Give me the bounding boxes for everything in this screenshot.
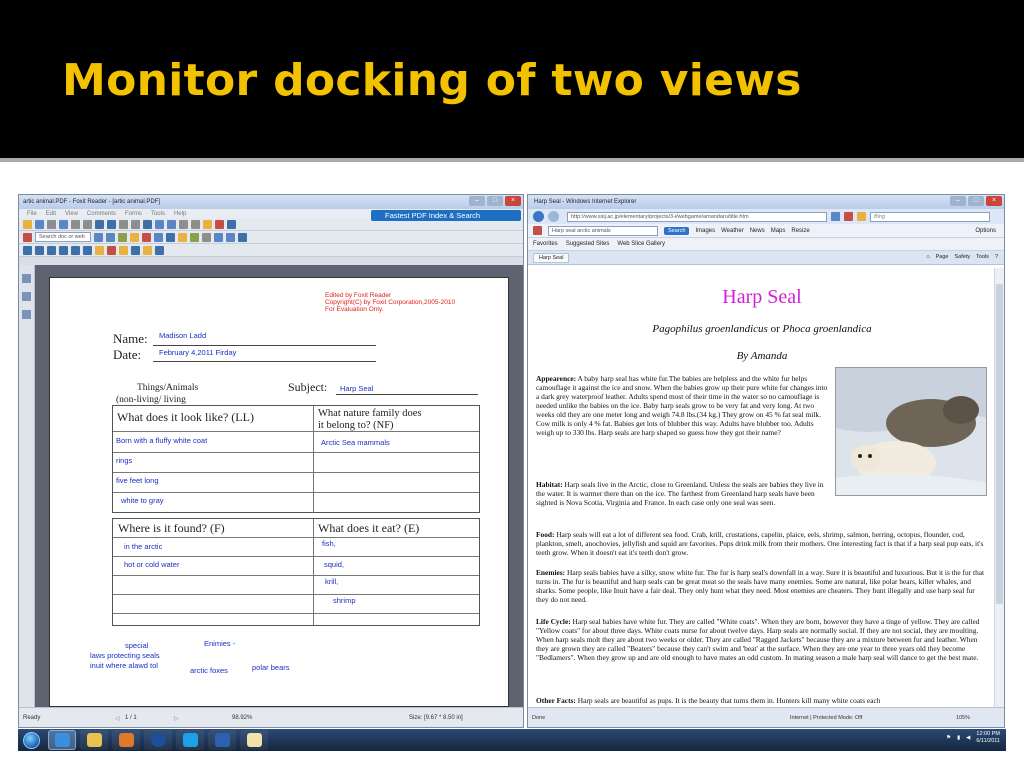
ie-tab-bar [528,251,1004,265]
clock[interactable] [976,731,1000,745]
section-heading: Appearence: [536,374,577,383]
look-family-table [112,405,480,513]
suggested-sites-link[interactable]: Suggested Sites [565,241,610,247]
prev-page-icon[interactable] [106,233,115,242]
pencil-tool-icon[interactable] [95,246,104,255]
section-habitat [536,480,828,507]
home-icon[interactable]: ⌂ [926,254,930,260]
found-eat-table [112,518,480,626]
options-button[interactable]: Options [975,227,996,234]
table-divider [313,519,314,625]
stop-icon[interactable] [844,212,853,221]
bing-link-resize[interactable]: Resize [791,227,810,234]
layers-icon[interactable] [154,233,163,242]
date-label: Date: [113,347,142,362]
ie-address-row [528,209,1004,224]
subject-label: Subject: [288,380,328,394]
name-underline [153,345,376,346]
foxit-watermark [325,292,455,313]
table-row-line [113,537,479,538]
taskbar-skype[interactable] [176,730,204,750]
page-size: Size: [9.67 * 8.50 in] [409,715,463,721]
attachment-icon[interactable] [142,233,151,242]
bing-query[interactable]: Harp seal arctic animals [548,226,658,236]
stamp-icon[interactable] [190,233,199,242]
eat-answer: shrimp [333,596,356,605]
foxit-toolbar-3 [19,244,523,257]
watermark-line: Copyright(C) by Foxit Corporation,2005-2010 [325,299,456,306]
note-enemies: Enimies - [204,639,236,648]
section-food [536,530,988,557]
layers-panel-icon[interactable] [22,310,31,319]
section-text: Harp seal babies have white fur. They are called "White coats". When they are born, however they have a tinge of yellow. They are called "Yellow coats" for about three days. White coats nurse for about twelve days. Harp seals are normally social. If they are not social, they are moulting. When harp seals molt they are about two weeks or older. They are called "Ragged Jackets" because they are a mixture between fur and leather. When they are grown they are called "Beaters" because they can't swim and 'beat' at the surface. When they are one year to three years old they become "Bedlamers". When they grow up and are old enough to have mates an odd custom. In mating season a male harp seal will dance to get the best mate. [536,617,980,662]
section-appearance [536,374,828,437]
eat-answer: squid, [324,560,345,569]
snapshot-icon[interactable] [227,220,236,229]
highlight-tool-icon[interactable] [119,246,128,255]
security-zone[interactable]: Internet | Protected Mode: Off [790,715,863,721]
fit-width-icon[interactable] [167,220,176,229]
foxit-window-controls [469,196,521,206]
family-question: What nature family does [318,408,422,419]
family-question-2: it belong to? (NF) [318,420,394,431]
paint-icon [247,733,262,747]
ie-icon [55,733,70,747]
page-view-icon[interactable] [202,233,211,242]
line-tool-icon[interactable] [47,246,56,255]
copy-icon[interactable] [95,220,104,229]
bing-link-weather[interactable]: Weather [721,227,744,234]
found-question: Where is it found? (F) [118,521,225,535]
zoom-out-icon[interactable] [179,220,188,229]
menu-item-forms[interactable]: Forms [124,210,142,217]
section-life-cycle [536,617,988,662]
select-text-icon[interactable] [215,220,224,229]
foxit-toolbar-2 [19,231,523,244]
look-question: What does it look like? (LL) [117,410,254,424]
pdf-page [49,277,509,707]
paste-icon[interactable] [107,220,116,229]
skype-icon [183,733,198,747]
menu-item-comments[interactable]: Comments [86,210,116,217]
page-menu[interactable]: Page [935,254,949,260]
title-divider [0,158,1024,162]
bing-search-input[interactable]: Bing [870,212,990,222]
explorer-icon [87,733,102,747]
menu-item-file[interactable]: File [27,210,37,217]
foxit-side-panel [19,265,35,709]
eraser-tool-icon[interactable] [107,246,116,255]
zoom-icon[interactable] [143,220,152,229]
eat-answer: fish, [322,539,336,548]
harp-seal-image [836,368,987,496]
ie-window-controls [950,196,1002,206]
flag-icon[interactable]: ⚑ [946,735,952,741]
date-underline [153,361,376,362]
hp-icon [151,733,166,747]
maximize-button[interactable]: □ [487,196,503,206]
taskbar-word[interactable] [208,730,236,750]
table-row-line [113,492,479,493]
section-heading: Habitat: [536,480,563,489]
ie-scrollbar[interactable] [994,268,1004,709]
watermark-line: For Evaluation Only. [325,306,384,313]
help-icon[interactable]: ? [994,254,998,260]
continuous-icon[interactable] [226,233,235,242]
ie-command-bar [926,254,998,260]
subject-underline [336,394,478,395]
section-text: A baby harp seal has white fur.The babies are helpless and the white fur helps camouflage it against the ice and snow. When the babies grow up their pure white fur changes into a dark grey waterproof leather. Adults spend most of their time in the water so no camouflage is needed unlike the babies on the ice. Baby harp seals grow to be very fat and very long. At two weeks old they are one meter long and weigh 74.8 lbs.(34 kg.) They grow on 45 % fat seal milk. Cow milk is only 4 % fat. Babies get lots of blubber this way. Adults have blubber too. Adults weigh up to 330 lbs. Harp seals are harp shaped so guess how they got their name? [536,374,828,437]
textbox-tool-icon[interactable] [131,246,140,255]
taskbar-paint[interactable] [240,730,268,750]
scientific-name-1: Pagophilus groenlandicus [652,323,768,335]
section-heading: Other Facts: [536,696,576,705]
page-title: Harp Seal [722,286,802,308]
ie-statusbar [528,707,1004,727]
ie-zoom-level[interactable]: 105% [956,715,971,721]
next-page-button[interactable]: ▷ [174,716,179,722]
page-indicator[interactable]: 1 / 1 [125,715,137,721]
menu-item-tools[interactable]: Tools [150,210,165,217]
section-enemies [536,568,988,604]
foxit-search-input[interactable]: Search doc or web [35,232,91,242]
clock-time: 12:00 PM [976,731,1000,737]
taskbar-ie[interactable] [48,730,76,750]
foxit-reader-window[interactable] [18,194,524,728]
foxit-statusbar [19,707,523,727]
zoom-level[interactable]: 98.92% [232,715,253,721]
table-row-line [113,431,479,432]
taskbar-media-player[interactable] [112,730,140,750]
bookmarks-panel-icon[interactable] [22,292,31,301]
safety-menu[interactable]: Safety [954,254,971,260]
forward-icon[interactable] [83,220,92,229]
note-icon[interactable] [178,233,187,242]
harp-seal-photo [835,367,987,496]
watermark-line: Edited by Foxit Reader [325,292,392,299]
foxit-window-title: artic animal.PDF - Foxit Reader - [artic animal.PDF] [23,199,161,205]
favorites-button[interactable]: Favorites [533,241,558,247]
oval-tool-icon[interactable] [71,246,80,255]
bing-icon [533,226,542,235]
table-row-line [113,452,479,453]
zoom-in-icon[interactable] [191,220,200,229]
refresh-icon[interactable] [831,212,840,221]
things-label: Things/Animals [137,383,199,393]
section-heading: Enemies: [536,568,566,577]
web-slice-link[interactable]: Web Slice Gallery [617,241,665,247]
look-answer: white to gray [121,496,164,505]
scrollbar-thumb[interactable] [996,284,1003,604]
status-ready: Ready [23,715,41,721]
back-icon[interactable] [71,220,80,229]
ie-titlebar[interactable] [528,195,1004,209]
minimize-button[interactable]: – [950,196,966,206]
ie-window-title: Harp Seal - Windows Internet Explorer [534,199,637,205]
thumbnail-icon[interactable] [166,233,175,242]
bing-search-button[interactable]: Search [664,227,689,235]
note-laws: laws protecting seals [90,651,160,660]
back-button[interactable] [533,211,544,222]
look-answer: rings [116,456,133,465]
email-icon[interactable] [59,220,68,229]
title-bar [0,0,1024,158]
bing-link-images[interactable]: Images [695,227,716,234]
first-page-icon[interactable] [94,233,103,242]
bookmark-icon[interactable] [130,233,139,242]
arrow-tool-icon[interactable] [35,246,44,255]
eat-answer: krill, [325,577,339,586]
table-row-line [113,594,479,595]
open-icon[interactable] [23,220,32,229]
forward-button[interactable] [548,211,559,222]
date-value: February 4,2011 Firday [159,348,237,357]
address-bar[interactable]: http://www.ssij.ac.jp/elementary/projects/3-i/webgame/amandaru/title.htm [567,212,827,222]
foxit-logo-icon [23,233,32,242]
text-viewer-icon[interactable] [238,233,247,242]
favorites-bar [528,238,1004,251]
table-row-line [113,613,479,614]
table-row-line [113,472,479,473]
subject-value: Harp Seal [340,384,374,393]
tab-harp-seal[interactable]: Harp Seal [533,253,569,263]
bing-link-maps[interactable]: Maps [770,227,786,234]
hand-tool-icon[interactable] [203,220,212,229]
taskbar-explorer[interactable] [80,730,108,750]
bing-logo-icon [857,212,866,221]
name-label: Name: [113,331,148,346]
webpage-content[interactable] [528,268,996,709]
windows-taskbar [18,729,1006,751]
windows-logo-icon [23,732,40,749]
word-icon [215,733,230,747]
bing-link-news[interactable]: News [749,227,765,234]
author: By Amanda [736,350,788,362]
family-answer: Arctic Sea mammals [321,438,390,447]
close-button[interactable]: × [986,196,1002,206]
volume-icon[interactable]: ◀ [966,735,971,741]
fit-page-icon[interactable] [155,220,164,229]
eat-question: What does it eat? (E) [318,521,420,535]
scientific-name-2: Phoca groenlandica [782,323,872,335]
minimize-button[interactable]: – [469,196,485,206]
system-tray [946,731,1000,745]
note-inuit: inuit where alawd tol [90,661,158,670]
look-answer: five feet long [116,476,159,485]
save-icon[interactable] [35,220,44,229]
rotate-icon[interactable] [118,233,127,242]
name-value: Madison Ladd [159,331,207,340]
note-special: special [125,641,149,650]
section-text: Harp seals will eat a lot of different sea food. Crab, krill, crustations, capelin, plaice, eels, shrimp, salmon, herring, octopus, flounder, cod, plankton, smelt, anochovies, jellyfish and squid are favorites. Pups drink milk from their mothers. One interesting fact is that if a harp seal pup eats, it's teeth grow. When it doesn't eat it's teeth don't grow. [536,530,984,557]
found-answer: in the arctic [124,542,163,551]
section-text: Harp seals live in the Arctic, close to Greenland. Unless the seals are babies they live in the water. It is warmer there than on the ice. The farthest from Greenland harp seals have been sighted is Nova Scotia, Virginia and France. In each case only one seal was seen. [536,480,824,507]
table-row-line [113,575,479,576]
section-heading: Life Cycle: [536,617,571,626]
rectangle-tool-icon[interactable] [59,246,68,255]
section-other-facts [536,696,988,705]
tools-menu[interactable]: Tools [976,254,989,260]
look-answer: Born with a fluffy white coat [116,436,208,445]
redo-icon[interactable] [131,220,140,229]
or-text: or [767,323,783,335]
table-row-line [113,556,479,557]
polygon-tool-icon[interactable] [83,246,92,255]
status-done: Done [532,715,546,721]
ellipse-tool-icon[interactable] [23,246,32,255]
slide-title: Monitor docking of two views [62,55,802,106]
ie-window[interactable] [527,194,1005,728]
media-player-icon [119,733,134,747]
section-text: Harp seals are beautiful as pups. It is the beauty that turns them in. Hunters kill many white coats each [575,696,881,705]
bing-toolbar [528,224,1004,238]
foxit-titlebar[interactable] [19,195,523,209]
maximize-button[interactable]: □ [968,196,984,206]
foxit-search-banner[interactable]: Fastest PDF Index & Search [371,210,521,221]
pages-panel-icon[interactable] [22,274,31,283]
nonliving-label: (non-living/ living [116,395,186,405]
menu-item-edit[interactable]: Edit [45,210,57,217]
network-icon[interactable]: ▮ [957,735,961,741]
scientific-name [528,323,996,335]
menu-item-view[interactable]: View [65,210,78,217]
first-page-button[interactable]: ◁ [115,716,120,722]
table-divider [313,406,314,512]
section-heading: Food: [536,530,555,539]
two-page-icon[interactable] [214,233,223,242]
typewriter-icon[interactable] [155,246,164,255]
close-button[interactable]: × [505,196,521,206]
found-answer: hot or cold water [124,560,180,569]
foxit-document-area[interactable] [35,265,524,709]
menu-item-help[interactable]: Help [173,210,187,217]
print-icon[interactable] [47,220,56,229]
clock-date: 6/11/2011 [976,738,1000,744]
note-bears: polar bears [252,663,290,672]
start-button[interactable] [18,729,44,751]
callout-tool-icon[interactable] [143,246,152,255]
section-text: Harp seals babies have a silky, snow white fur. The fur is harp seal's downfall in a way. Sure it is beautiful and luxurious. But it is the fur that turns in. The fur is beautiful and harp seals can be great meat so the seals have many enemies. Some are natural, like polar bears, killer whales, and sharks. Some people, like Inuit have a fair deal. They only hunt what they need. Most enemies are cheaters. They hunt illegally and use harp seal fur they do not need. [536,568,985,604]
undo-icon[interactable] [119,220,128,229]
taskbar-hp[interactable] [144,730,172,750]
note-foxes: arctic foxes [190,666,228,675]
